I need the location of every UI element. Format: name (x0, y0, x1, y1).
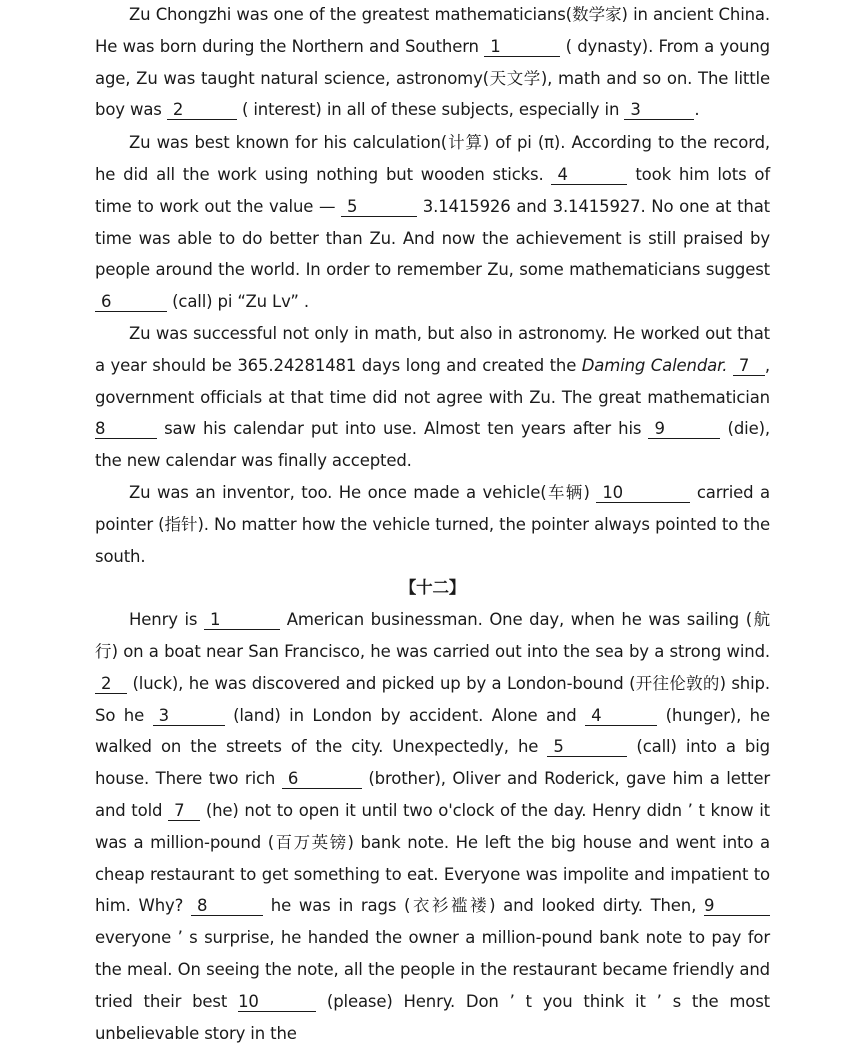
blank-1[interactable]: 1 (204, 611, 280, 630)
text: saw his calendar put into use. Almost ten years after his (164, 419, 642, 439)
section-title: 【十二】 (399, 578, 466, 598)
blank-5[interactable]: 5 (547, 738, 627, 757)
text: (luck), he was discovered and picked up by a London-bound (开往伦敦的) ship. So he (95, 673, 770, 725)
text: took him lots of time to work out the value — (95, 164, 770, 216)
calendar-name: Daming Calendar. (581, 355, 728, 375)
blank-2[interactable]: 2 (95, 675, 127, 694)
blank-5[interactable]: 5 (341, 198, 417, 217)
text: American businessman. One day, when he was sailing (航行) on a boat near San Francisco, he was carried out into the sea by a strong wind. (95, 610, 770, 661)
text: (land) in London by accident. Alone and (233, 705, 577, 725)
text: 3.1415926 and 3.1415927. No one at that time was able to do better than Zu. And now the achievement is still praised by people around the world. In order to remember Zu, some mathematicians suggest (95, 196, 770, 280)
text: (brother), Oliver and Roderick, gave him a letter and told (95, 769, 770, 820)
text: (he) not to open it until two o'clock of the day. Henry didn ’ t know it was a million-pound (百万英镑) bank note. He left the big house and went into a cheap restaurant to get something to eat. Everyone was impolite and impatient to him. Why? (95, 800, 770, 916)
blank-10[interactable]: 10 (238, 993, 316, 1012)
paragraph-zu-intro (95, 0, 770, 126)
blank-9[interactable]: 9 (648, 420, 720, 439)
blank-10[interactable]: 10 (596, 484, 690, 503)
text: (call) into a big house. There two rich (95, 737, 770, 789)
text: Zu was an inventor, too. He once made a vehicle(车辆) (129, 482, 590, 502)
text: Zu Chongzhi was one of the greatest mathematicians(数学家) in ancient China. He was born during the Northern and Southern (95, 5, 770, 56)
blank-9[interactable]: 9 (704, 897, 770, 916)
blank-8[interactable]: 8 (95, 420, 157, 439)
paragraph-zu-pi (95, 127, 770, 318)
paragraph-zu-astronomy (95, 318, 770, 477)
blank-3[interactable]: 3 (153, 707, 225, 726)
text: , government officials at that time did not agree with Zu. The great mathematician (95, 355, 770, 407)
text: (hunger), he walked on the streets of the city. Unexpectedly, he (95, 705, 770, 757)
blank-6[interactable]: 6 (95, 293, 167, 312)
paragraph-zu-inventor (95, 477, 770, 572)
blank-4[interactable]: 4 (585, 707, 657, 726)
text: . (694, 100, 700, 120)
text: carried a pointer (指针). No matter how the vehicle turned, the pointer always pointed to the south. (95, 482, 770, 566)
paragraph-henry (95, 604, 770, 1049)
blank-8[interactable]: 8 (191, 897, 263, 916)
text: ( dynasty). From a young age, Zu was taught natural science, astronomy(天文学), math and so on. The little boy was (95, 36, 770, 120)
blank-7[interactable]: 7 (733, 357, 765, 376)
blank-6[interactable]: 6 (282, 770, 362, 789)
text: Zu was best known for his calculation(计算) of pi (π). According to the record, he did all the work using nothing but wooden sticks. (95, 133, 770, 184)
blank-2[interactable]: 2 (167, 101, 237, 120)
blank-7[interactable]: 7 (168, 802, 200, 821)
text: (please) Henry. Don ’ t you think it ’ s the most unbelievable story in the (95, 991, 770, 1043)
text: (call) pi “Zu Lv” . (172, 292, 310, 312)
text: ( interest) in all of these subjects, especially in (241, 100, 620, 120)
blank-1[interactable]: 1 (484, 38, 560, 57)
text: Zu was successful not only in math, but also in astronomy. He worked out that a year should be 365.24281481 days long and created the (95, 323, 770, 375)
text: Henry is (129, 610, 198, 630)
text: (die), the new calendar was finally accepted. (95, 419, 770, 471)
blank-3[interactable]: 3 (624, 101, 694, 120)
blank-4[interactable]: 4 (551, 166, 627, 185)
text: everyone ’ s surprise, he handed the owner a million-pound bank note to pay for the meal. On seeing the note, all the people in the restaurant became friendly and tried their best (95, 928, 770, 1011)
text: he was in rags (衣衫褴褛) and looked dirty. Then, (270, 896, 697, 916)
